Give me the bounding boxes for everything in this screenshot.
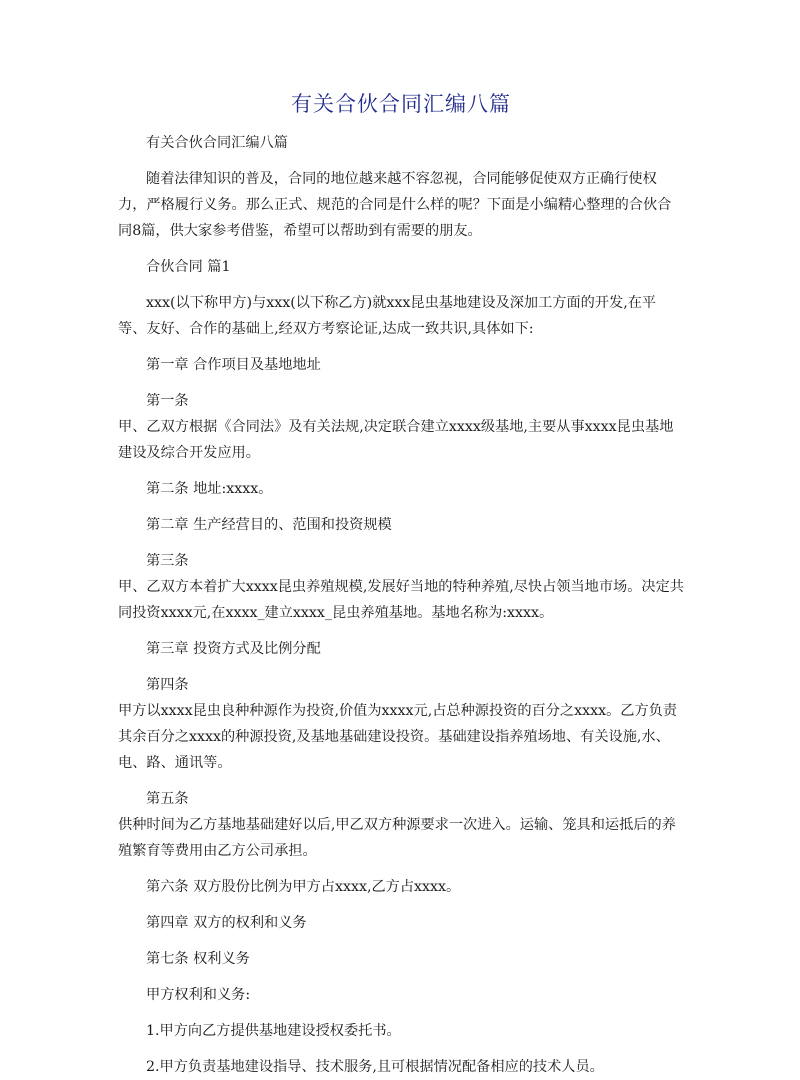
subtitle-paragraph: 有关合伙合同汇编八篇 — [146, 135, 288, 151]
article-5-heading: 第五条 — [146, 791, 189, 807]
article-2: 第二条 地址:xxxx。 — [146, 481, 273, 497]
document-title: 有关合伙合同汇编八篇 — [291, 92, 511, 116]
article-5-body: 供种时间为乙方基地基础建好以后,甲乙双方种源要求一次进入。运输、笼具和运抵后的养殖繁育等费用由乙方公司承担。 — [118, 817, 676, 859]
chapter-1-heading: 第一章 合作项目及基地地址 — [146, 357, 321, 373]
article-7-heading: 第七条 权利义务 — [146, 951, 250, 967]
chapter-2-heading: 第二章 生产经营目的、范围和投资规模 — [146, 517, 392, 533]
party-a-item-2: 2.甲方负责基地建设指导、技术服务,且可根据情况配备相应的技术人员。 — [146, 1059, 604, 1075]
article-6: 第六条 双方股份比例为甲方占xxxx,乙方占xxxx。 — [146, 879, 461, 895]
article-4-body: 甲方以xxxx昆虫良种种源作为投资,价值为xxxx元,占总种源投资的百分之xxxx。乙方负责其余百分之xxxx的种源投资,及基地基础建设投资。基础建设指养殖场地、有关设施,水、电、路、通讯等。 — [118, 703, 678, 771]
parties-paragraph: xxx(以下称甲方)与xxx(以下称乙方)就xxx昆虫基地建设及深加工方面的开发,在平等、友好、合作的基础上,经双方考察论证,达成一致共识,具体如下: — [118, 295, 657, 337]
chapter-4-heading: 第四章 双方的权利和义务 — [146, 915, 307, 931]
article-1-body: 甲、乙双方根据《合同法》及有关法规,决定联合建立xxxx级基地,主要从事xxxx昆虫基地建设及综合开发应用。 — [118, 419, 674, 461]
contract-heading: 合伙合同 篇1 — [146, 259, 231, 275]
article-1-heading: 第一条 — [146, 393, 189, 409]
document-page — [118, 88, 684, 1080]
chapter-3-heading: 第三章 投资方式及比例分配 — [146, 641, 321, 657]
article-3-heading: 第三条 — [146, 553, 189, 569]
article-4-heading: 第四条 — [146, 677, 189, 693]
article-3-body: 甲、乙双方本着扩大xxxx昆虫养殖规模,发展好当地的特种养殖,尽快占领当地市场。决定共同投资xxxx元,在xxxx_建立xxxx_昆虫养殖基地。基地名称为:xxxx。 — [118, 579, 684, 621]
party-a-rights-heading: 甲方权利和义务: — [146, 987, 251, 1003]
intro-paragraph: 随着法律知识的普及，合同的地位越来越不容忽视，合同能够促使双方正确行使权力，严格履行义务。那么正式、规范的合同是什么样的呢？下面是小编精心整理的合伙合同8篇，供大家参考借鉴，希望可以帮助到有需要的朋友。 — [118, 171, 672, 239]
party-a-item-1: 1.甲方向乙方提供基地建设授权委托书。 — [146, 1023, 401, 1039]
